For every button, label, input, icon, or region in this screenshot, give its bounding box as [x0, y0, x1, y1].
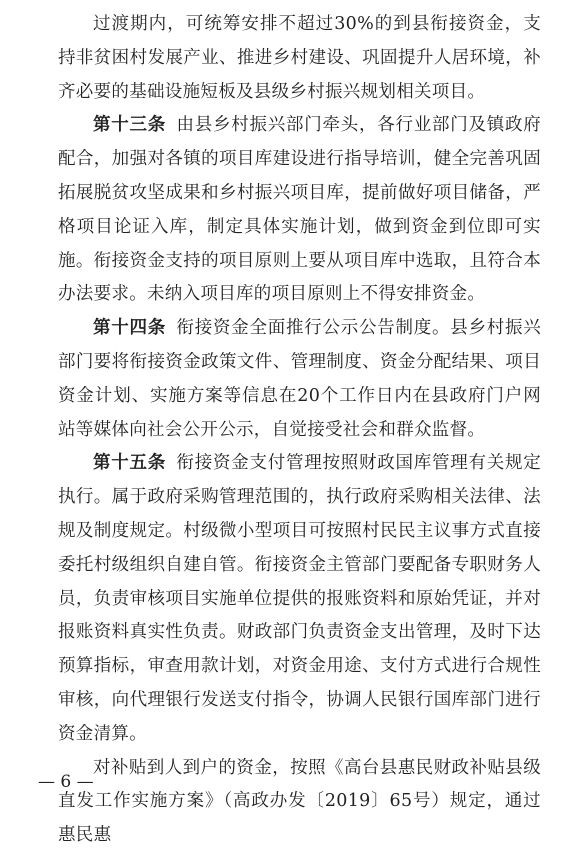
article-label: 第十五条 [93, 453, 166, 474]
paragraph-article-15 [58, 447, 541, 751]
paragraph-text: 衔接资金全面推行公示公告制度。县乡村振兴部门要将衔接资金政策文件、管理制度、资金分配结果、项目资金计划、实施方案等信息在20个工作日内在县政府门户网站等媒体向社会公开公示，自觉接受社会和群众监督。 [58, 318, 542, 440]
paragraph-subsidy [58, 752, 541, 853]
paragraph-article-14 [58, 312, 541, 447]
page-number: — 6 — [38, 772, 94, 792]
paragraph-text: 对补贴到人到户的资金，按照《高台县惠民财政补贴县级直发工作实施方案》（高政办发〔2019〕65号）规定，通过惠民惠 [58, 757, 541, 846]
paragraph-text: 衔接资金支付管理按照财政国库管理有关规定执行。属于政府采购管理范围的，执行政府采购相关法律、法规及制度规定。村级微小型项目可按照村民民主议事方式直接委托村级组织自建自管。衔接资金主管部门要配备专职财务人员，负责审核项目实施单位提供的报账资料和原始凭证，并对报账资料真实性负责。财政部门负责资金支出管理，及时下达预算指标，审查用款计划，对资金用途、支付方式进行合规性审核，向代理银行发送支付指令，协调人民银行国库部门进行资金清算。 [58, 453, 542, 744]
document-body [58, 8, 541, 853]
paragraph-text: 由县乡村振兴部门牵头，各行业部门及镇政府配合，加强对各镇的项目库建设进行指导培训，健全完善巩固拓展脱贫攻坚成果和乡村振兴项目库，提前做好项目储备，严格项目论证入库，制定具体实施计划，做到资金到位即可实施。衔接资金支持的项目原则上要从项目库中选取，且符合本办法要求。未纳入项目库的项目原则上不得安排资金。 [58, 115, 542, 305]
paragraph-transition-period [58, 8, 541, 109]
article-label: 第十四条 [93, 318, 166, 339]
paragraph-article-13 [58, 109, 541, 312]
paragraph-text: 过渡期内，可统筹安排不超过30%的到县衔接资金，支持非贫困村发展产业、推进乡村建设、巩固提升人居环境，补齐必要的基础设施短板及县级乡村振兴规划相关项目。 [58, 14, 541, 102]
article-label: 第十三条 [93, 115, 166, 136]
